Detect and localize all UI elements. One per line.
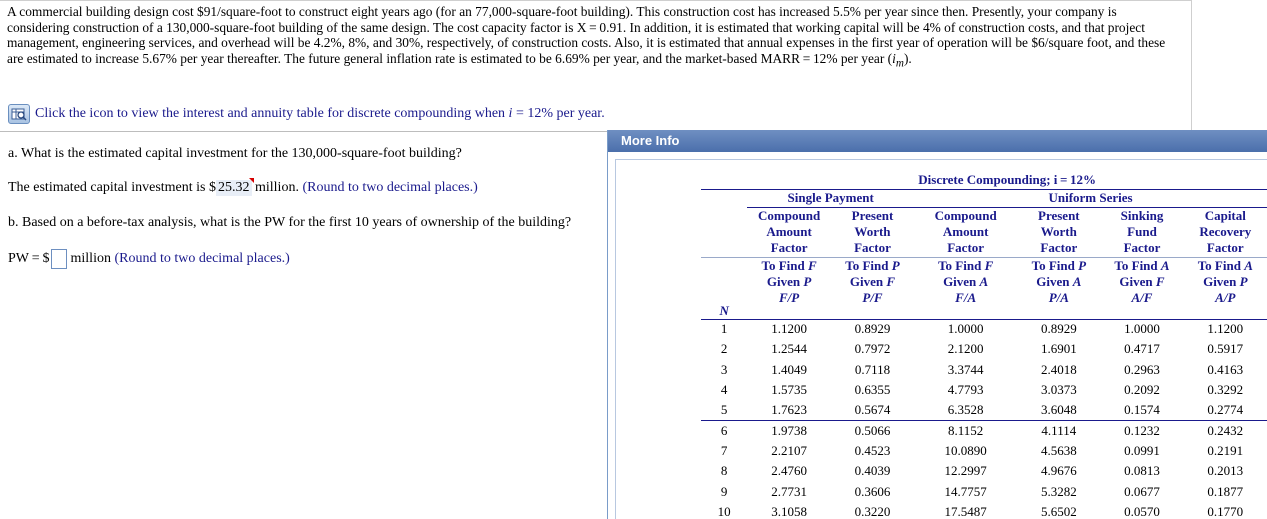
find-given-header: To Find F Given P F/P [747,257,831,319]
find-given-header: To Find F Given A F/A [914,257,1017,319]
answer-a [8,180,478,196]
factor-cell: 1.1200 [771,321,807,337]
factor-cell: 0.8929 [854,321,891,337]
factor-cell: 1.5735 [771,382,807,398]
factor-header: Present Worth Factor [1017,207,1100,257]
table-row [701,481,1267,501]
factor-cell: 1.0000 [1124,321,1160,337]
factor-cell: 3.0373 [1040,382,1077,398]
factor-cell: 0.3606 [854,483,891,499]
factor-cell: 1.9738 [771,422,807,438]
factor-header: Sinking Fund Factor [1100,207,1183,257]
factor-cell: 0.3292 [1207,382,1244,398]
more-info-panel [607,130,1267,519]
factor-cell: 2.2107 [771,442,807,458]
table-row [701,441,1267,461]
factor-cell: 0.4717 [1124,341,1160,357]
interest-table [701,171,1267,519]
group-single-payment: Single Payment [747,189,914,207]
table-row [701,461,1267,481]
factor-header: Compound Amount Factor [914,207,1017,257]
factor-cell: 1.0000 [947,321,984,337]
period-cell: 6 [720,422,728,438]
n-header: N [701,257,747,319]
factor-cell: 17.5487 [944,503,987,519]
period-cell: 9 [720,483,728,499]
factor-cell: 0.1770 [1207,503,1244,519]
interest-table-link-text[interactable]: Click the icon to view the interest and annuity table for discrete compounding when i = 12% per year. [35,106,605,121]
period-cell: 2 [720,341,728,357]
factor-cell: 0.0991 [1124,442,1160,458]
answer-b [8,249,290,269]
table-row [701,420,1267,440]
factor-cell: 0.1877 [1207,483,1244,499]
answer-b-prefix: PW = $ [8,251,50,266]
factor-cell: 0.0677 [1124,483,1160,499]
factor-cell: 0.2774 [1184,400,1267,420]
factor-cell: 4.5638 [1040,442,1077,458]
period-cell: 5 [701,400,747,420]
answer-a-unit: million. [251,180,299,195]
answer-a-hint: (Round to two decimal places.) [302,180,478,195]
factor-cell: 0.5674 [831,400,914,420]
period-cell: 8 [720,463,728,479]
interest-table-link[interactable] [8,104,605,124]
factor-cell: 8.1152 [948,422,984,438]
factor-cell: 1.4049 [771,361,807,377]
more-info-title[interactable]: More Info [608,130,1267,152]
factor-cell: 0.2092 [1124,382,1160,398]
factor-cell: 4.7793 [947,382,984,398]
table-row [701,360,1267,380]
period-cell: 4 [720,382,728,398]
factor-cell: 3.3744 [947,361,984,377]
factor-cell: 3.1058 [771,503,807,519]
table-icon[interactable] [8,104,30,124]
factor-cell: 0.4163 [1207,361,1244,377]
find-given-header: To Find A Given F A/F [1100,257,1183,319]
period-cell: 7 [720,442,728,458]
factor-header: Compound Amount Factor [747,207,831,257]
answer-a-value[interactable]: 25.32 [218,180,250,195]
table-title: Discrete Compounding; i = 12% [747,171,1267,189]
factor-cell: 0.1232 [1124,422,1160,438]
factor-cell: 0.2432 [1207,422,1244,438]
section-divider [0,131,612,132]
factor-cell: 0.0813 [1124,463,1160,479]
factor-cell: 4.9676 [1040,463,1077,479]
factor-cell: 0.6355 [854,382,891,398]
find-given-header: To Find P Given F P/F [831,257,914,319]
factor-cell: 12.2997 [944,463,987,479]
factor-cell: 0.1574 [1100,400,1183,420]
table-row [701,400,1267,420]
find-given-header: To Find P Given A P/A [1017,257,1100,319]
factor-cell: 2.7731 [771,483,807,499]
factor-cell: 1.1200 [1207,321,1244,337]
factor-cell: 0.5917 [1207,341,1244,357]
factor-cell: 0.4039 [854,463,891,479]
group-uniform-series: Uniform Series [914,189,1267,207]
factor-cell: 0.4523 [854,442,891,458]
factor-cell: 0.5066 [854,422,891,438]
right-border [1191,0,1192,130]
factor-cell: 6.3528 [914,400,1017,420]
factor-cell: 1.2544 [771,341,807,357]
factor-cell: 10.0890 [944,442,987,458]
factor-cell: 0.8929 [1040,321,1077,337]
table-row [701,319,1267,339]
factor-cell: 0.2013 [1207,463,1244,479]
factor-header: Present Worth Factor [831,207,914,257]
factor-cell: 0.3220 [854,503,891,519]
table-row [701,380,1267,400]
factor-cell: 0.2191 [1207,442,1244,458]
factor-cell: 0.0570 [1124,503,1160,519]
factor-cell: 0.2963 [1124,361,1160,377]
question-a: a. What is the estimated capital investment for the 130,000-square-foot building? [8,146,462,161]
factor-cell: 5.3282 [1040,483,1077,499]
more-info-body[interactable] [615,159,1267,519]
table-row [701,502,1267,519]
factor-cell: 14.7757 [944,483,987,499]
period-cell: 3 [720,361,728,377]
top-border [0,0,1192,1]
pw-input[interactable] [51,249,67,269]
factor-cell: 0.7972 [854,341,891,357]
factor-cell: 5.6502 [1040,503,1077,519]
find-given-header: To Find A Given P A/P [1184,257,1267,319]
answer-b-unit: million [70,251,111,266]
answer-b-hint: (Round to two decimal places.) [114,251,290,266]
factor-cell: 2.4018 [1040,361,1077,377]
table-row [701,339,1267,359]
question-b: b. Based on a before-tax analysis, what is the PW for the first 10 years of ownership of the building? [8,215,572,230]
factor-cell: 2.1200 [947,341,984,357]
factor-cell: 3.6048 [1017,400,1100,420]
answer-a-prefix: The estimated capital investment is $ [8,180,216,195]
factor-cell: 2.4760 [771,463,807,479]
problem-statement: A commercial building design cost $91/square-foot to construct eight years ago (for an 77,000-square-foot building). This construction cost has increased 5.5% per year since then. Presently, your company is considering construction of a 130,000-square-foot building of the same design. The cost capacity factor is X = 0.91. In addition, it is estimated that working capital will be 4% of construction costs, and that project management, engineering services, and overhead will be 4.2%, 8%, and 30%, respectively, of construction costs. Also, it is estimated that annual expenses in the first year of operation will be $6/square foot, and these are estimated to increase 5.67% per year thereafter. The future general inflation rate is estimated to be 6.69% per year, and the market-based MARR = 12% per year $(i_m)$. [7,4,1166,70]
period-cell: 10 [717,503,731,519]
factor-cell: 1.6901 [1040,341,1077,357]
period-cell: 1 [720,321,728,337]
factor-cell: 4.1114 [1041,422,1077,438]
factor-cell: 0.7118 [854,361,891,377]
factor-cell: 1.7623 [747,400,831,420]
factor-header: Capital Recovery Factor [1184,207,1267,257]
